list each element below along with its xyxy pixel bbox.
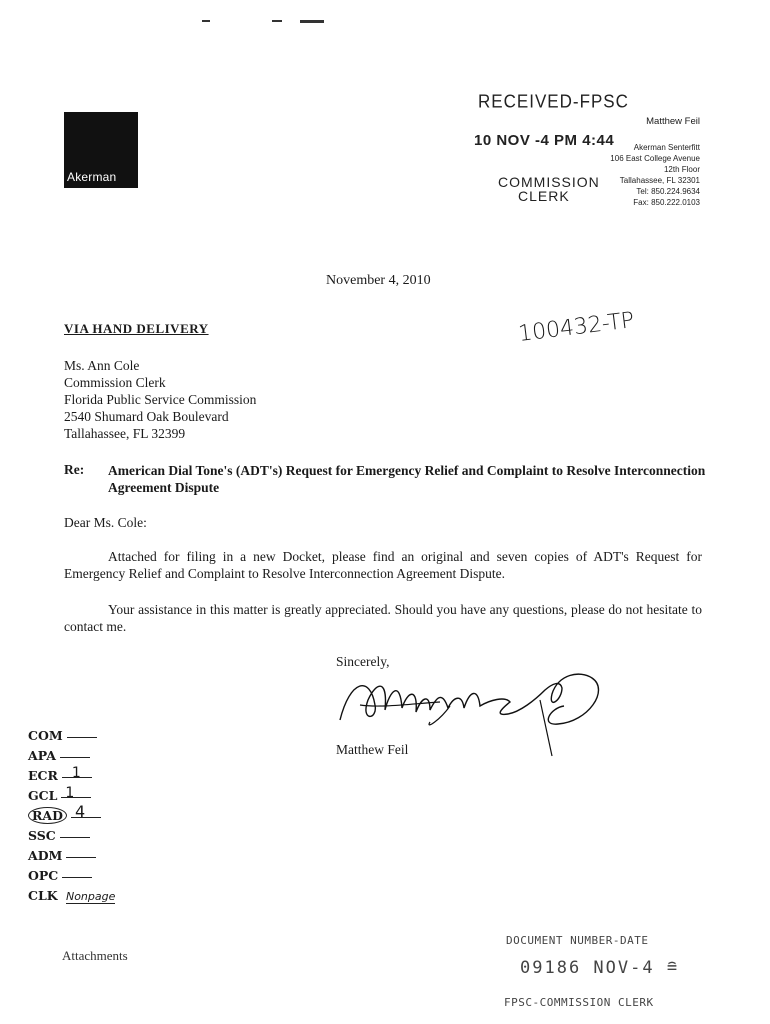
document-stamp-office: FPSC-COMMISSION CLERK [504, 996, 654, 1009]
routing-row [28, 802, 101, 826]
letterhead-fax: Fax: 850.222.0103 [633, 198, 700, 207]
routing-row [28, 846, 96, 866]
delivery-method: VIA HAND DELIVERY [64, 321, 209, 336]
routing-line [67, 737, 97, 738]
routing-code: RAD [28, 807, 67, 824]
routing-row [28, 866, 92, 886]
addressee-block [64, 357, 256, 442]
document-stamp-number: 09186 NOV-4 ≘ [520, 958, 680, 978]
routing-code: OPC [28, 868, 59, 883]
routing-code: ECR [28, 768, 58, 783]
routing-line [71, 802, 101, 821]
routing-code: SSC [28, 828, 56, 843]
letterhead-author: Matthew Feil [646, 116, 700, 127]
routing-row [28, 826, 90, 846]
routing-code: ADM [28, 848, 63, 863]
letterhead-address-1: 106 East College Avenue [610, 154, 700, 163]
closing: Sincerely, [336, 654, 390, 669]
routing-line [60, 757, 90, 758]
scan-mark [272, 20, 282, 22]
addressee-line: Ms. Ann Cole [64, 358, 140, 373]
received-stamp-office-2: CLERK [518, 188, 570, 204]
routing-mark: 1 [71, 765, 81, 781]
re-label: Re: [64, 462, 85, 477]
routing-row [28, 886, 115, 907]
routing-line [62, 877, 92, 878]
docket-number-handwritten: 100432-TP [516, 307, 636, 348]
routing-code: GCL [28, 788, 58, 803]
routing-line [61, 785, 91, 801]
letterhead-tel: Tel: 850.224.9634 [636, 187, 700, 196]
letterhead-address-2: 12th Floor [663, 165, 700, 174]
addressee-line: Tallahassee, FL 32399 [64, 426, 186, 441]
document-stamp-label: DOCUMENT NUMBER-DATE [506, 934, 649, 947]
addressee-line: 2540 Shumard Oak Boulevard [64, 409, 229, 424]
routing-mark: 1 [65, 785, 75, 801]
routing-code: COM [28, 728, 63, 743]
addressee-line: Commission Clerk [64, 375, 166, 390]
routing-row [28, 726, 97, 746]
body-paragraph-2: Your assistance in this matter is greatly appreciated. Should you have any questions, please do not hesitate to contact me. [64, 602, 702, 634]
routing-mark: 4 [74, 802, 86, 821]
routing-mark: Nonpage [65, 890, 116, 903]
letterhead-city: Tallahassee, FL 32301 [619, 176, 700, 185]
scan-mark [300, 20, 324, 23]
routing-code: APA [28, 748, 56, 763]
addressee-line: Florida Public Service Commission [64, 392, 257, 407]
signer-name: Matthew Feil [336, 742, 409, 757]
akerman-logo [64, 112, 138, 188]
body-paragraph-1: Attached for filing in a new Docket, please find an original and seven copies of ADT's Request for Emergency Relief and Complaint to Resolve Interconnection Agreement Dispute. [64, 549, 702, 581]
received-stamp-datetime: 10 NOV -4 PM 4:44 [474, 132, 615, 149]
enclosure-note: Attachments [62, 948, 128, 963]
logo-text: Akerman [67, 170, 117, 184]
routing-code: CLK [28, 888, 58, 903]
routing-line [62, 765, 92, 781]
received-stamp-label: RECEIVED-FPSC [478, 91, 629, 112]
routing-line [60, 837, 90, 838]
letter-date: November 4, 2010 [326, 273, 431, 288]
scan-mark [202, 20, 210, 22]
re-subject: American Dial Tone's (ADT's) Request for Emergency Relief and Complaint to Resolve Interconnection Agreement Dispute [108, 463, 706, 495]
received-stamp-office-1: COMMISSION [498, 174, 600, 190]
letterhead-firm: Akerman Senterfitt [633, 143, 700, 152]
salutation: Dear Ms. Cole: [64, 515, 147, 530]
routing-row [28, 766, 92, 786]
routing-line [66, 857, 96, 858]
